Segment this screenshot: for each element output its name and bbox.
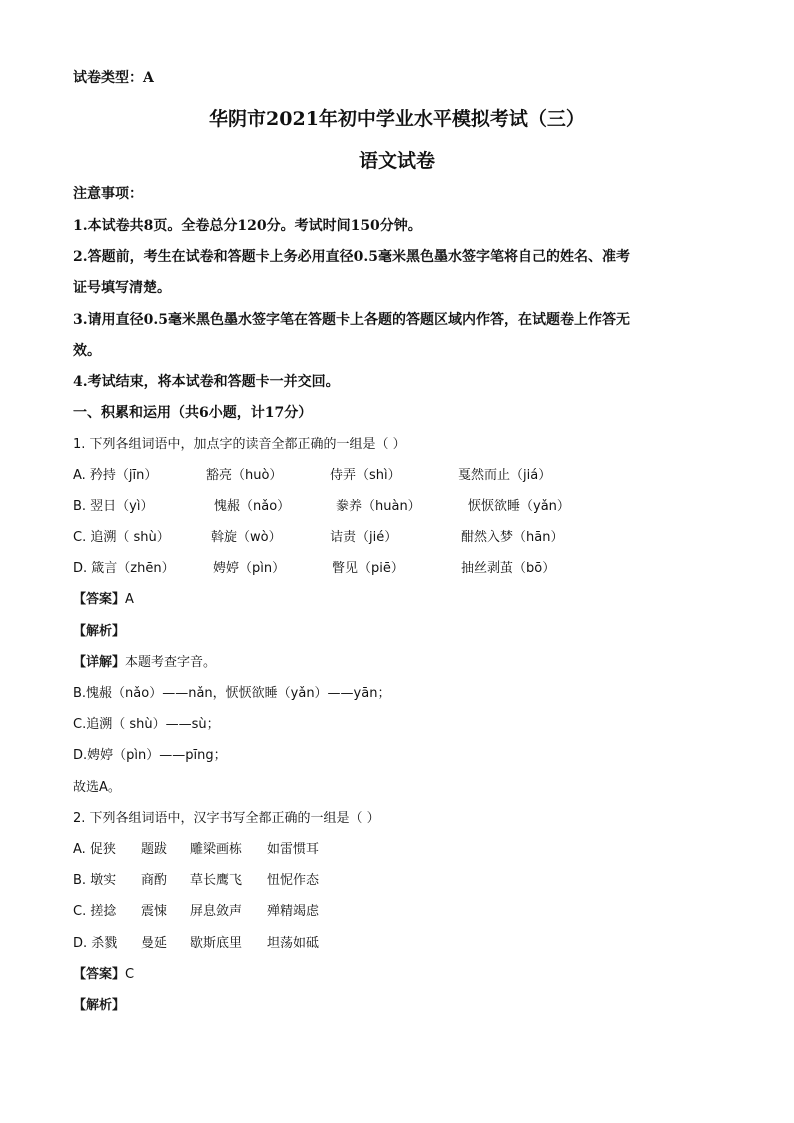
q1-answer bbox=[73, 588, 134, 607]
q1-detail-tag: 【详解】 bbox=[73, 655, 126, 670]
q1-option-d-word-4: 抽丝剥茧（bō） bbox=[461, 561, 556, 576]
q2-option-d-word-3: 歇斯底里 bbox=[190, 936, 243, 951]
q1-option-b-word-4: 恹恹欲睡（yǎn） bbox=[468, 499, 570, 514]
q1-option-d-word-2: 娉婷（pìn） bbox=[213, 561, 286, 576]
q1-option-c-word-3: 诘责（jié） bbox=[330, 530, 398, 545]
q2-option-a-word-2: 题跋 bbox=[141, 842, 168, 857]
q1-analysis bbox=[73, 620, 125, 639]
q1-option-c-word-4: 酣然入梦（hān） bbox=[461, 530, 564, 545]
q1-option-a-word-1: A. 矜持（jīn） bbox=[73, 468, 158, 483]
q2-answer-tag: 【答案】 bbox=[73, 967, 126, 982]
q1-option-d-word-3: 瞥见（piē） bbox=[332, 561, 404, 576]
q1-answer-value: A bbox=[125, 592, 134, 607]
q1-conclusion: 故选A。 bbox=[73, 780, 121, 795]
q1-option-a-word-3: 侍弄（shì） bbox=[330, 468, 401, 483]
q1-detail-text: 本题考查字音。 bbox=[125, 655, 217, 670]
q2-option-b-word-3: 草长鹰飞 bbox=[190, 873, 243, 888]
q1-analysis-tag: 【解析】 bbox=[73, 624, 126, 639]
q2-option-c-word-3: 屏息敛声 bbox=[190, 904, 243, 919]
q2-option-c-word-4: 殚精竭虑 bbox=[267, 904, 320, 919]
note-item-1: 1.本试卷共8页。全卷总分120分。考试时间150分钟。 bbox=[73, 218, 422, 234]
q1-option-b-word-1: B. 翌日（yì） bbox=[73, 499, 154, 514]
exam-title: 华阴市2021年初中学业水平模拟考试（三） bbox=[209, 108, 585, 130]
paper-type: 试卷类型：A bbox=[73, 70, 154, 86]
note-item-3-line-2: 效。 bbox=[73, 343, 101, 359]
q2-answer bbox=[73, 963, 134, 982]
notes-heading: 注意事项： bbox=[73, 186, 143, 202]
q1-option-d-word-1: D. 箴言（zhēn） bbox=[73, 561, 175, 576]
q2-option-d-word-2: 曼延 bbox=[141, 936, 168, 951]
q1-option-a-word-4: 戛然而止（jiá） bbox=[458, 468, 552, 483]
q1-option-c-word-1: C. 追溯（ shù） bbox=[73, 530, 170, 545]
q2-answer-value: C bbox=[125, 967, 135, 982]
q2-option-a-word-1: A. 促狭 bbox=[73, 842, 116, 857]
q2-option-c-word-1: C. 搓捻 bbox=[73, 904, 117, 919]
q2-analysis-tag: 【解析】 bbox=[73, 998, 126, 1013]
exam-subtitle: 语文试卷 bbox=[358, 150, 435, 172]
q1-option-a-word-2: 豁亮（huò） bbox=[206, 468, 283, 483]
q2-option-b-word-4: 忸怩作态 bbox=[267, 873, 320, 888]
note-item-2-line-2: 证号填写清楚。 bbox=[73, 280, 171, 296]
note-item-2-line-1: 2.答题前，考生在试卷和答题卡上务必用直径0.5毫米黑色墨水签字笔将自己的姓名、准考 bbox=[73, 249, 630, 265]
q1-option-b-word-2: 愧赧（nǎo） bbox=[214, 499, 291, 514]
note-item-4: 4.考试结束，将本试卷和答题卡一并交回。 bbox=[73, 374, 340, 390]
q2-option-c-word-2: 震悚 bbox=[141, 904, 168, 919]
q1-option-b-word-3: 豢养（huàn） bbox=[336, 499, 421, 514]
q2-option-b-word-1: B. 墩实 bbox=[73, 873, 117, 888]
q1-option-c-word-2: 斡旋（wò） bbox=[211, 530, 282, 545]
q1-explanation-d: D.娉婷（pìn）——pīng； bbox=[73, 748, 227, 763]
note-item-3-line-1: 3.请用直径0.5毫米黑色墨水签字笔在答题卡上各题的答题区域内作答，在试题卷上作答无 bbox=[73, 312, 630, 328]
q1-detail bbox=[73, 651, 216, 670]
q1-explanation-b: B.愧赧（nǎo）——nǎn，恹恹欲睡（yǎn）——yān； bbox=[73, 686, 391, 701]
q2-option-a-word-3: 雕梁画栋 bbox=[190, 842, 243, 857]
q2-analysis bbox=[73, 994, 125, 1013]
q2-option-a-word-4: 如雷惯耳 bbox=[267, 842, 320, 857]
q1-answer-tag: 【答案】 bbox=[73, 592, 126, 607]
q2-option-d-word-4: 坦荡如砥 bbox=[267, 936, 320, 951]
q1-explanation-c: C.追溯（ shù）——sù； bbox=[73, 717, 220, 732]
section-1-heading: 一、积累和运用（共6小题，计17分） bbox=[73, 405, 313, 421]
q2-option-b-word-2: 商酌 bbox=[141, 873, 168, 888]
q1-stem: 1. 下列各组词语中，加点字的读音全都正确的一组是（ ） bbox=[73, 437, 406, 452]
q2-stem: 2. 下列各组词语中，汉字书写全都正确的一组是（ ） bbox=[73, 811, 380, 826]
q2-option-d-word-1: D. 杀戮 bbox=[73, 936, 118, 951]
